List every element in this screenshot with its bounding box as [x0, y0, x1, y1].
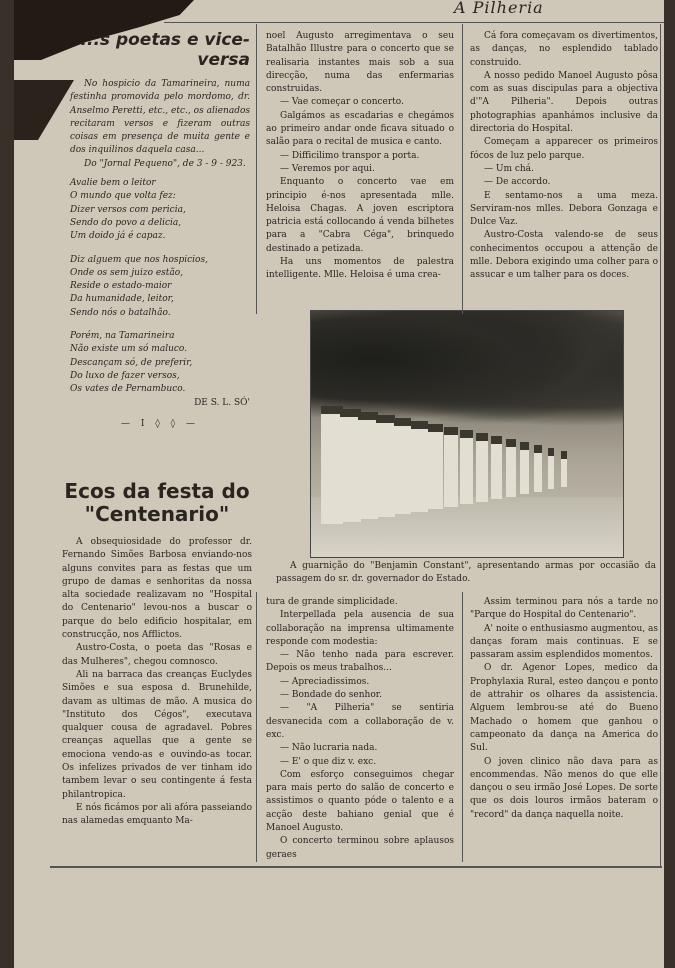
poem-stanzas [70, 177, 250, 396]
paragraph: — Apreciadissimos. [280, 676, 370, 687]
photo-figure [376, 415, 395, 517]
article-column-3-bottom [470, 596, 658, 822]
poem-line: Avalie bem o leitor [70, 178, 156, 189]
paragraph: E nós ficámos por ali afóra passeiando nas alamedas emquanto Ma- [62, 802, 252, 827]
photo-figure [561, 451, 567, 487]
photo-figure [394, 418, 412, 514]
photo-figure [358, 412, 378, 519]
paragraph: Começam a apparecer os primeiros fócos de luz pelo parque. [470, 137, 658, 161]
paragraph: — "A Pilheria" se sentiria desvanecida com a collaboração de v. exc. [266, 703, 454, 740]
paragraph: — Vae começar o concerto. [280, 97, 404, 108]
poem-line: Descançam só, de preferir, [70, 357, 193, 368]
photo-figure [506, 439, 516, 497]
poem-intro: No hospicio da Tamarineira, numa festinha promovida pelo mordomo, dr. Anselmo Peretti, etc., etc., os alienados recitaram versos e fizeram outras coisas em presença de muita gente e dos inquilinos daquela casa... [70, 79, 250, 156]
newspaper-page [14, 0, 664, 968]
paragraph: E sentamo-nos a uma meza. Serviram-nos mlles. Debora Gonzaga e Dulce Vaz. [470, 190, 658, 228]
column-rule [462, 592, 463, 862]
photo-soldier-row [311, 406, 623, 536]
paragraph: Galgámos as escadarias e chegámos ao primeiro andar onde ficava situado o salão para o recital de musica e canto. [266, 110, 454, 148]
paragraph: A' noite o enthusiasmo augmentou, as danças foram mais continuas. E se passaram assim esplendidos momentos. [470, 623, 658, 661]
poem-line: Dizer versos com pericia, [70, 204, 186, 215]
paragraph: A obsequiosidade do professor dr. Fernando Simões Barbosa enviando-nos alguns convites para as festas que um grupo de damas e senhoritas da nossa alta sociedade realizavam no "Hospital do Centenario" levou-nos a buscar o parque do belo edificio hospitalar, em construcção, nos Afflictos. [62, 537, 252, 641]
poem-line: Sendo nós o batalhão. [70, 307, 171, 318]
poem-line: Não existe um só maluco. [70, 344, 188, 355]
poem-line: Diz alguem que nos hospicios, [70, 254, 208, 265]
paragraph: O dr. Agenor Lopes, medico da Prophylaxia Rural, esteo dançou e ponto de attrahir os olhares da assistencia. Alguem lembrou-se até do Bueno Machado o homem que ganhou o campeonato da dança na America do Sul. [470, 663, 658, 754]
paragraph: Ha uns momentos de palestra intelligente. Mlle. Heloisa é uma crea- [266, 257, 454, 281]
poem-title: ...s poetas e vice-versa [80, 30, 250, 70]
paragraph: Assim terminou para nós a tarde no "Parque do Hospital do Centenario". [470, 597, 658, 621]
photo-figure [476, 433, 488, 502]
article-column-2-bottom [266, 596, 454, 862]
poem-line: Porém, na Tamarineira [70, 331, 175, 342]
photo-figure [520, 442, 529, 494]
paragraph: — Bondade do senhor. [280, 690, 382, 701]
column-rule [462, 24, 463, 314]
paragraph: — E' o que diz v. exc. [280, 756, 377, 767]
paragraph: Cá fora começavam os divertimentos, as danças, no esplendido tablado construido. [470, 31, 658, 68]
poem-line: Da humanidade, leitor, [70, 294, 174, 305]
paragraph: — Um chá. [484, 163, 534, 174]
article-column-3-top [470, 30, 658, 283]
poem-line: Sendo do povo a delicia, [70, 217, 182, 228]
photo-figure [444, 427, 458, 507]
photo-caption: A guarnição do "Benjamin Constant", apresentando armas por occasião da passagem do sr. dr. governador do Estado. [276, 561, 656, 584]
poem-line: Um doido já é capaz. [70, 231, 166, 242]
photograph [310, 310, 624, 558]
column-rule [256, 592, 257, 862]
page-header [164, 0, 664, 23]
paragraph: — Veremos por aqui. [280, 163, 375, 174]
paragraph: Interpellada pela ausencia de sua collaboração na imprensa ultimamente responde com modestia: [266, 610, 454, 647]
section-ornament: — I ◊ ◊ — [121, 418, 199, 429]
page-title: A Pilheria [454, 0, 544, 17]
photo-figure [534, 445, 542, 492]
paragraph: — De accordo. [484, 177, 551, 188]
paragraph: O joven clinico não dava para as encommendas. Não menos do que elle dançou o seu irmão José Lopes. De sorte que os dois louros irmãos bateram o "record" da dança naquella noite. [470, 756, 658, 820]
paragraph: Enquanto o concerto vae em principio é-nos apresentada mlle. Heloisa Chagas. A joven escriptora patricia está collocando á venda bilhetes para a "Cabra Céga", brinquedo destinado a petizada. [266, 177, 454, 254]
paragraph: — Não tenho nada para escrever. Depois os meus trabalhos... [266, 650, 454, 674]
poem-line: Do luxo de fazer versos, [70, 370, 180, 381]
paragraph: Austro-Costa valendo-se de seus conhecimentos occupou a attenção de mlle. Debora exigindo uma colher para o assucar e um talher para os doces. [470, 230, 658, 281]
paragraph: O concerto terminou sobre aplausos geraes [266, 836, 454, 860]
article-title-line-1: Ecos da festa do [64, 479, 250, 503]
article-title-line-2: "Centenario" [84, 502, 230, 526]
paragraph: tura de grande simplicidade. [266, 597, 398, 607]
photo-figure [411, 421, 428, 512]
paragraph: Ali na barraca das creanças Euclydes Simões e sua esposa d. Brunehilde, davam as ultimas de mão. A musica do "Instituto dos Cégos", executava qualquer cousa de agradavel. Pobres creanças aquellas que a gente se emociona vendo-as e ouvindo-as tocar. Os infelizes privados de ver tinham ido tambem levar o seu contingente á festa philantropica. [62, 669, 252, 800]
poem-signature: DE S. L. SÓ' [194, 397, 250, 408]
paragraph: A nosso pedido Manoel Augusto pôsa com as suas discipulas para a objectiva d'"A Pilheria". Depois outras photographias apanhámos inclusive da directoria do Hospital. [470, 70, 658, 135]
paragraph: noel Augusto arregimentava o seu Batalhão Illustre para o concerto que se realisaria instantes mais sob a sua direcção, numa das enfermarias construidas. [266, 31, 454, 95]
poem-source: Do "Jornal Pequeno", de 3 - 9 - 923. [84, 158, 246, 169]
article-column-2-top [266, 30, 454, 283]
paragraph: — Difficilimo transpor a porta. [280, 150, 420, 161]
photo-figure [548, 448, 555, 489]
photo-figure [460, 430, 473, 504]
photo-figure [428, 424, 443, 509]
poem-column [70, 30, 250, 431]
poem-line: Reside o estado-maior [70, 281, 172, 292]
paragraph: Austro-Costa, o poeta das "Rosas e das Mulheres", chegou comnosco. [62, 643, 252, 667]
poem-line: O mundo que volta fez: [70, 191, 176, 202]
right-border-rule [660, 24, 661, 867]
column-rule [256, 24, 257, 314]
article-column-1 [62, 480, 252, 829]
photo-figure [491, 436, 502, 499]
torn-edge [14, 80, 74, 140]
paragraph: — Não lucraria nada. [280, 743, 378, 754]
poem-line: Os vates de Pernambuco. [70, 384, 186, 395]
poem-line: Onde os sem juizo estão, [70, 267, 184, 278]
bottom-rule [50, 866, 662, 868]
paragraph: Com esforço conseguimos chegar para mais perto do salão de concerto e assistimos o quanto póde o talento e a acção deste bahiano genial que é Manoel Augusto. [266, 769, 454, 834]
